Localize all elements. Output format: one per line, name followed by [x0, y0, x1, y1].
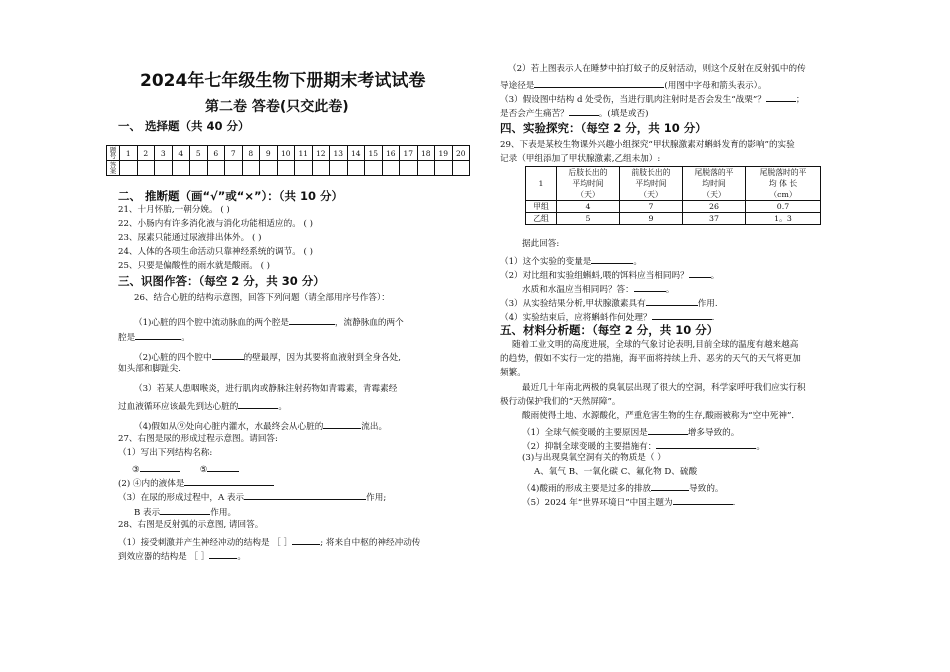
judge-item: 21、十月怀胎,一朝分娩。 ( ) [118, 205, 230, 215]
answer-cell[interactable] [365, 161, 383, 176]
q28-3-line2: 是否会产生痛苦？ 。(填是或否) [500, 106, 648, 120]
m5-line: （5）2024 年“世界环境日”中国主题为 . [522, 495, 735, 509]
answer-cell[interactable] [312, 161, 330, 176]
answer-blank[interactable] [212, 350, 244, 360]
question-number: 6 [207, 146, 225, 161]
answer-cell[interactable] [260, 161, 278, 176]
m3-line: (3)与出现臭氧空洞有关的物质是（ ） [522, 453, 666, 463]
answer-cell[interactable] [242, 161, 260, 176]
page-title: 2024年七年级生物下册期末考试试卷 [140, 71, 426, 91]
material-paragraph-1-end: 频繁。 [500, 368, 526, 378]
answer-blank[interactable] [591, 254, 633, 264]
answer-grid-number-row [107, 146, 470, 161]
q26-1-line2: 腔是 。 [118, 330, 190, 344]
question-number: 7 [225, 146, 243, 161]
q26-3-line: （3）若某人患咽喉炎，进行肌肉或静脉注射药物如青霉素，青霉素经 [134, 384, 398, 394]
table-corner: 1 [526, 167, 557, 201]
question-number: 3 [155, 146, 173, 161]
answer-cell[interactable] [330, 161, 348, 176]
table-cell: 26 [683, 201, 746, 213]
q27-1-answers: ③ ⑤ [132, 462, 239, 476]
q26-2-line2: 如头部和脚趾尖. [118, 364, 181, 374]
table-cell: 5 [557, 213, 620, 225]
answer-cell[interactable] [400, 161, 418, 176]
q26-3-line2: 过血液循环应该最先到达心脏的 。 [118, 399, 287, 413]
answer-blank[interactable] [292, 535, 320, 545]
experiment-table-header [526, 167, 821, 201]
question-number: 13 [330, 146, 348, 161]
section-material-title: 五、材料分析题：（每空 2 分，共 10 分） [500, 323, 719, 337]
question-number: 19 [435, 146, 453, 161]
table-cell: 1。3 [746, 213, 821, 225]
material-paragraph-2-cont: 极行动保护我们的“天然屏障”。 [500, 397, 621, 407]
question-number: 8 [242, 146, 260, 161]
answer-blank[interactable] [244, 490, 366, 500]
table-header-cell: 尾脱落的平 均时间 （天） [683, 167, 746, 201]
judge-item: 22、小肠内有许多消化液与消化功能相适应的。 ( ) [118, 219, 313, 229]
answer-cell[interactable] [347, 161, 365, 176]
table-cell: 4 [557, 201, 620, 213]
row-header-answer: 答 案 [107, 161, 120, 176]
table-row [526, 201, 821, 213]
answer-cell[interactable] [295, 161, 313, 176]
m4-line: （4)酸雨的形成主要是过多的排放 导致的。 [522, 481, 724, 495]
table-header-cell: 尾脱落时的平 均 体 长 （cm） [746, 167, 821, 201]
answer-cell[interactable] [225, 161, 243, 176]
answer-blank[interactable] [140, 462, 180, 472]
right-column [480, 0, 950, 672]
q27-intro: 27、右图是尿的形成过程示意图。请回答: [118, 434, 278, 444]
material-paragraph-2: 最近几十年南北两极的臭氧层出现了很大的空洞，科学家呼吁我们应实行积 [522, 383, 806, 393]
answer-blank[interactable] [652, 310, 712, 320]
m2-line: （2）抑制全球变暖的主要措施有： 。 [522, 439, 765, 453]
answer-cell[interactable] [277, 161, 295, 176]
question-number: 1 [120, 146, 138, 161]
q29-intro: 29、下表是某校生物课外兴趣小组探究“甲状腺激素对蝌蚪发育的影响”的实验 [500, 140, 795, 150]
answer-blank[interactable] [656, 439, 756, 449]
q28-3-line: （3）假设图中结构 d 处受伤，当进行肌肉注射时是否会发生“战栗”？ ； [500, 92, 804, 106]
question-number: 12 [312, 146, 330, 161]
section-experiment-title: 四、实验探究：（每空 2 分，共 10 分） [500, 121, 707, 135]
answer-cell[interactable] [190, 161, 208, 176]
answer-blank[interactable] [323, 419, 361, 429]
table-header-cell: 后肢长出的 平均时间 （天） [557, 167, 620, 201]
q29-3-line: （3）从实验结果分析,甲状腺激素具有 作用. [500, 296, 718, 310]
section-figure-title: 三、识图作答：（每空 2 分，共 30 分） [118, 274, 325, 288]
answer-cell[interactable] [172, 161, 190, 176]
section-judge-title: 二、 推断题（画“√”或“×”）：（共 10 分） [118, 189, 344, 203]
question-number: 20 [452, 146, 470, 161]
answer-blank[interactable] [634, 282, 666, 292]
answer-blank[interactable] [651, 481, 689, 491]
question-number: 2 [137, 146, 155, 161]
question-number: 5 [190, 146, 208, 161]
answer-cell[interactable] [120, 161, 138, 176]
q29-4-line: （4）实验结束后，应将蝌蚪作何处理？ . [500, 310, 714, 324]
page-subtitle: 第二卷 答卷(只交此卷) [205, 99, 349, 115]
question-number: 14 [347, 146, 365, 161]
q29-1-line: （1）这个实验的变量是 。 [500, 254, 642, 268]
q28-1-line2: 到效应器的结构是 ［ ］ 。 [118, 549, 246, 563]
answer-cell[interactable] [452, 161, 470, 176]
answer-cell[interactable] [435, 161, 453, 176]
m1-line: （1）全球气候变暖的主要原因是 增多导致的。 [522, 425, 739, 439]
q28-intro: 28、右图是反射弧的示意图, 请回答。 [118, 520, 264, 530]
answer-blank[interactable] [135, 330, 181, 340]
answer-blank[interactable] [209, 549, 237, 559]
material-paragraph-1-cont: 的趋势，假如不实行一定的措施，海平面将持续上升、恶劣的天气的天气将更加 [500, 354, 801, 364]
answer-blank[interactable] [569, 106, 599, 116]
answer-cell[interactable] [207, 161, 225, 176]
answer-cell[interactable] [155, 161, 173, 176]
q27-2-line: (2) ④内的液体是 [118, 476, 274, 490]
material-paragraph-1: 随着工业文明的高度进展，全球的气象讨论表明,目前全球的温度有越来越高 [512, 340, 799, 350]
answer-cell[interactable] [417, 161, 435, 176]
q29-tail: 据此回答: [522, 239, 560, 249]
answer-grid-answer-row [107, 161, 470, 176]
question-number: 18 [417, 146, 435, 161]
question-number: 4 [172, 146, 190, 161]
answer-blank[interactable] [289, 315, 335, 325]
table-cell: 7 [620, 201, 683, 213]
q27-1-label: （1）写出下列结构名称: [118, 448, 213, 458]
q26-intro: 26、结合心脏的结构示意图，回答下列问题（请全部用序号作答）： [134, 293, 390, 303]
question-number: 17 [400, 146, 418, 161]
answer-blank[interactable] [766, 92, 796, 102]
table-cell: 37 [683, 213, 746, 225]
judge-item: 24、人体的各项生命活动只靠神经系统的调节。 ( ) [118, 247, 313, 257]
section-choice-title: 一、 选择题（共 40 分） [118, 119, 250, 133]
question-number: 9 [260, 146, 278, 161]
q26-1-line: （1)心脏的四个腔中流动脉血的两个腔是 ，流静脉血的两个 [134, 315, 404, 329]
answer-cell[interactable] [382, 161, 400, 176]
question-number: 16 [382, 146, 400, 161]
q26-2-line: （2)心脏的四个腔中 的壁最厚，因为其要将血液射到全身各处, [134, 350, 401, 364]
q29-intro2: 记录（甲组添加了甲状腺激素,乙组未加）: [500, 154, 661, 164]
question-number: 11 [295, 146, 313, 161]
table-cell: 0.7 [746, 201, 821, 213]
answer-blank[interactable] [673, 495, 733, 505]
answer-blank[interactable] [646, 296, 698, 306]
answer-cell[interactable] [137, 161, 155, 176]
q27-3-line2: B 表示 作用。 [134, 505, 236, 519]
table-row-label: 乙组 [526, 213, 557, 225]
judge-item: 25、只要是偏酸性的雨水就是酸雨。 ( ) [118, 261, 271, 271]
q29-2-line: （2）对比组和实验组蝌蚪,喂的饵料应当相同吗？ 。 [500, 268, 719, 282]
answer-blank[interactable] [184, 476, 274, 486]
q26-4-line: （4)假如从⑨处向心脏内灌水，水最终会从心脏的 流出。 [134, 419, 387, 433]
m3-options: A、氧气 B、一氧化碳 C、氟化物 D、硫酸 [534, 467, 698, 477]
answer-blank[interactable] [207, 462, 239, 472]
table-row [526, 213, 821, 225]
question-number: 10 [277, 146, 295, 161]
material-paragraph-3: 酸雨使得土地、水源酸化，严重危害生物的生存,酸雨被称为“空中死神”． [522, 411, 800, 421]
answer-blank[interactable] [160, 505, 210, 515]
table-cell: 9 [620, 213, 683, 225]
answer-blank[interactable] [238, 399, 278, 409]
q28-2-line2: 导途径是 (用图中字母和箭头表示）。 [500, 78, 767, 92]
q29-2-line2: 水质和水温应当相同吗？答： 。 [522, 282, 674, 296]
q28-2-line: （2）若上图表示人在睡梦中拍打蚊子的反射活动，则这个反射在反射弧中的传 [508, 64, 806, 74]
table-row-label: 甲组 [526, 201, 557, 213]
judge-item: 23、尿素只能通过尿液排出体外。 ( ) [118, 233, 262, 243]
experiment-table [525, 166, 821, 225]
question-number: 15 [365, 146, 383, 161]
q28-1-line: （1）接受刺激并产生神经冲动的结构是 ［ ］ ; 将来自中枢的神经冲动传 [118, 535, 420, 549]
answer-grid [106, 145, 470, 176]
answer-blank[interactable] [534, 78, 664, 88]
q27-3-line: （3）在尿的形成过程中，A 表示 作用; [118, 490, 386, 504]
table-header-cell: 前肢长出的 平均时间 （天） [620, 167, 683, 201]
answer-blank[interactable] [648, 425, 688, 435]
row-header-number: 题 号 [107, 146, 120, 161]
answer-blank[interactable] [689, 268, 711, 278]
